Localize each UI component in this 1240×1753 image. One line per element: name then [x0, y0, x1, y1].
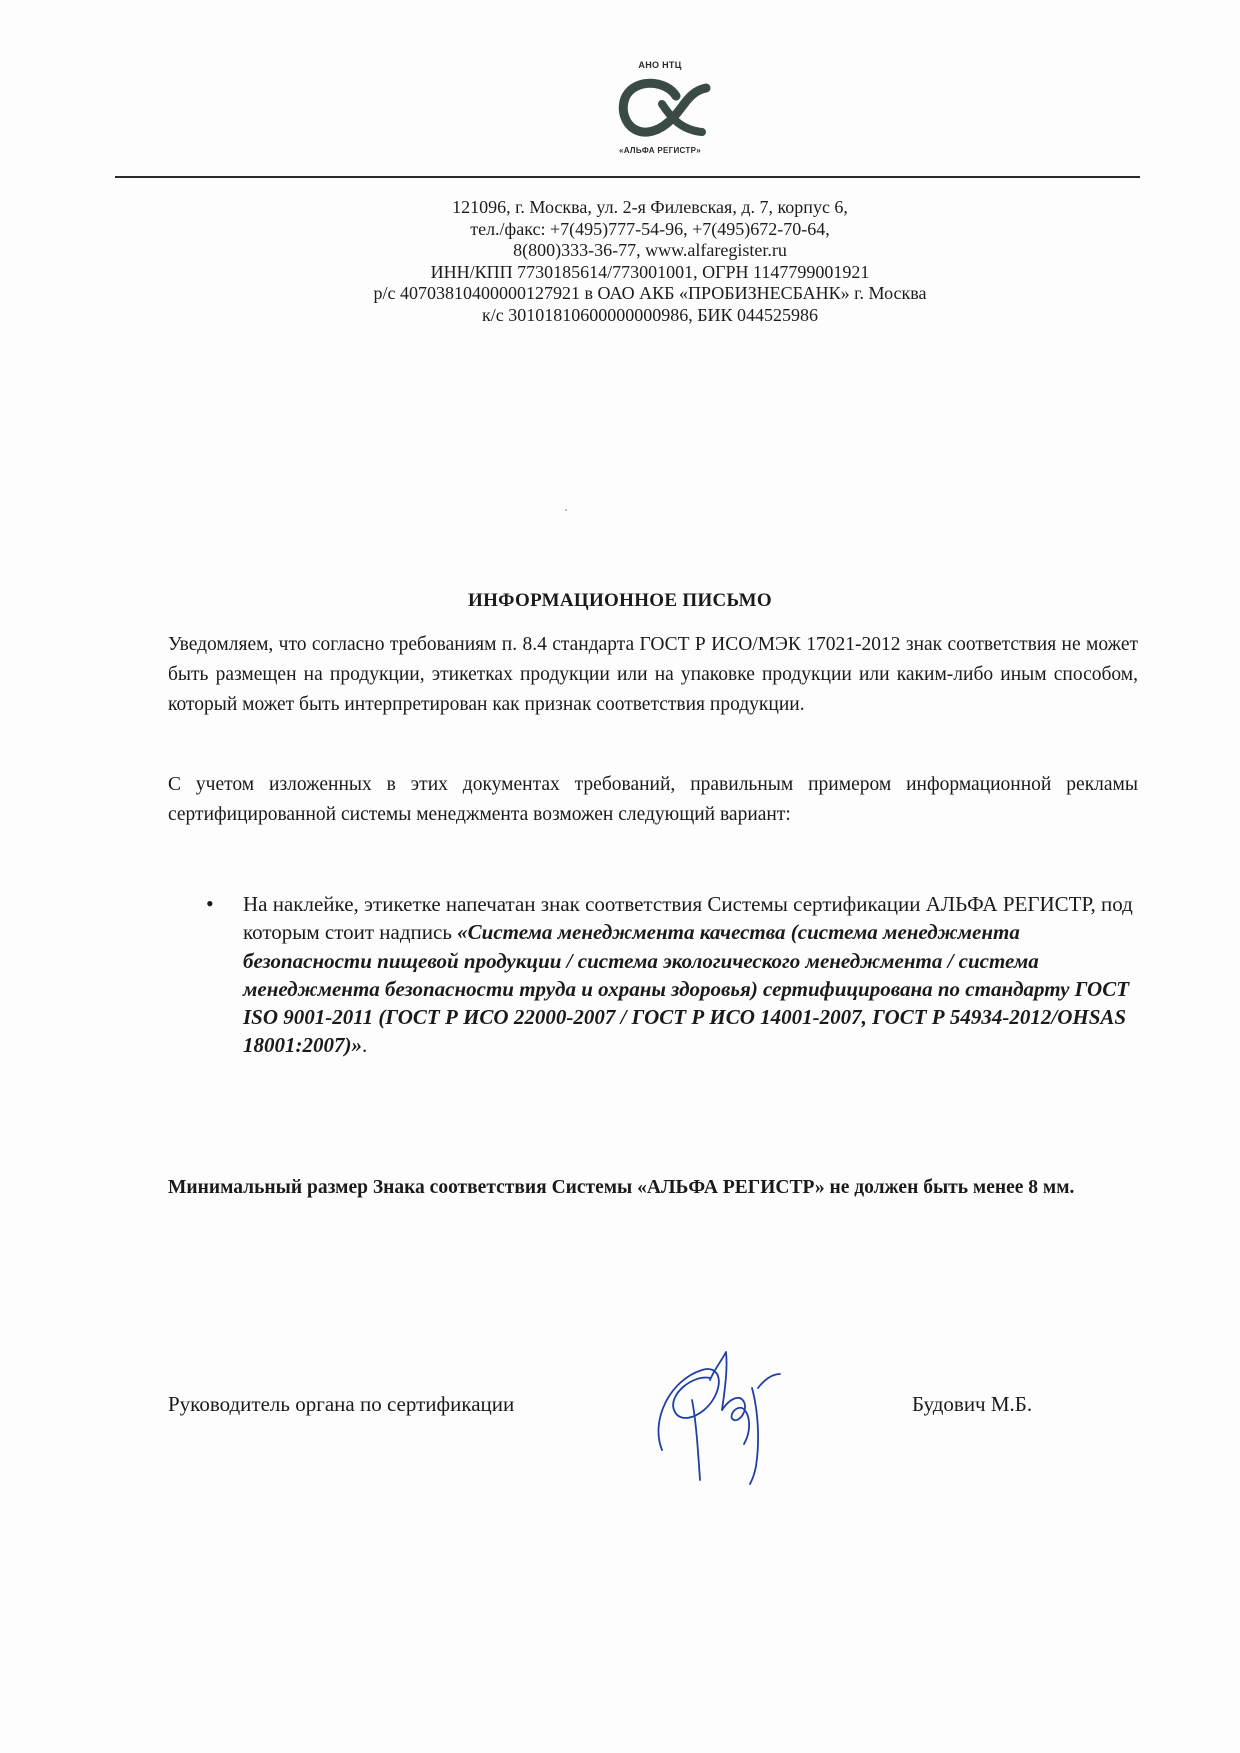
bullet-emphasis-text: «Система менеджмента качества (система менеджмента безопасности пищевой продукции / система экологического менеджмента / система менеджмента безопасности труда и охраны здоровья) сертифицирована по стандарту ГОСТ ISO 9001-2011 (ГОСТ Р ИСО 22000-2007 / ГОСТ Р ИСО 14001-2007, ГОСТ Р 54934-2012/OHSAS 18001:2007)»: [243, 920, 1130, 1058]
logo-org-bottom: «АЛЬФА РЕГИСТР»: [618, 146, 702, 155]
scan-speck: [565, 509, 567, 511]
bullet-icon: •: [206, 891, 214, 916]
letterhead-address: [220, 197, 1080, 326]
signatory-position: Руководитель органа по сертификации: [168, 1392, 515, 1416]
address-line: к/с 30101810600000000986, БИК 044525986: [481, 304, 819, 325]
example-list: [168, 890, 1148, 1060]
bullet-plain-text: На наклейке, этикетке напечатан знак соответствия Системы сертификации АЛЬФА РЕГИСТР, под которым стоит надпись: [243, 892, 1133, 945]
letter-title: ИНФОРМАЦИОННОЕ ПИСЬМО: [468, 590, 772, 611]
letter-paragraph-2: С учетом изложенных в этих документах требований, правильным примером информационной рекламы сертифицированной системы менеджмента возможен следующий вариант:: [168, 774, 1138, 825]
address-line: р/с 40703810400000127921 в ОАО АКБ «ПРОБИЗНЕСБАНК» г. Москва: [373, 283, 927, 303]
address-line: 8(800)333-36-77, www.alfaregister.ru: [513, 240, 787, 260]
handwritten-signature-icon: [640, 1340, 800, 1490]
organization-logo: [600, 60, 720, 160]
minimum-size-note: Минимальный размер Знака соответствия Системы «АЛЬФА РЕГИСТР» не должен быть менее 8 мм.: [168, 1177, 1075, 1198]
address-line: 121096, г. Москва, ул. 2-я Филевская, д. 7, корпус 6,: [452, 197, 848, 217]
logo-org-top: АНО НТЦ: [638, 60, 682, 70]
list-item: [168, 890, 1148, 1060]
signatory-name: Будович М.Б.: [912, 1392, 1033, 1416]
bullet-trailing: .: [362, 1033, 368, 1058]
address-line: ИНН/КПП 7730185614/773001001, ОГРН 1147799001921: [430, 261, 870, 282]
address-line: тел./факс: +7(495)777-54-96, +7(495)672-70-64,: [470, 218, 830, 239]
letter-paragraph-1: Уведомляем, что согласно требованиям п. 8.4 стандарта ГОСТ Р ИСО/МЭК 17021-2012 знак соответствия не может быть размещен на продукции, этикетках продукции или на упаковке продукции или каким-либо иным способом, который может быть интерпретирован как признак соответствия продукции.: [168, 634, 1138, 715]
letterhead-divider: [115, 176, 1140, 178]
alpha-logo-icon: [606, 74, 714, 144]
